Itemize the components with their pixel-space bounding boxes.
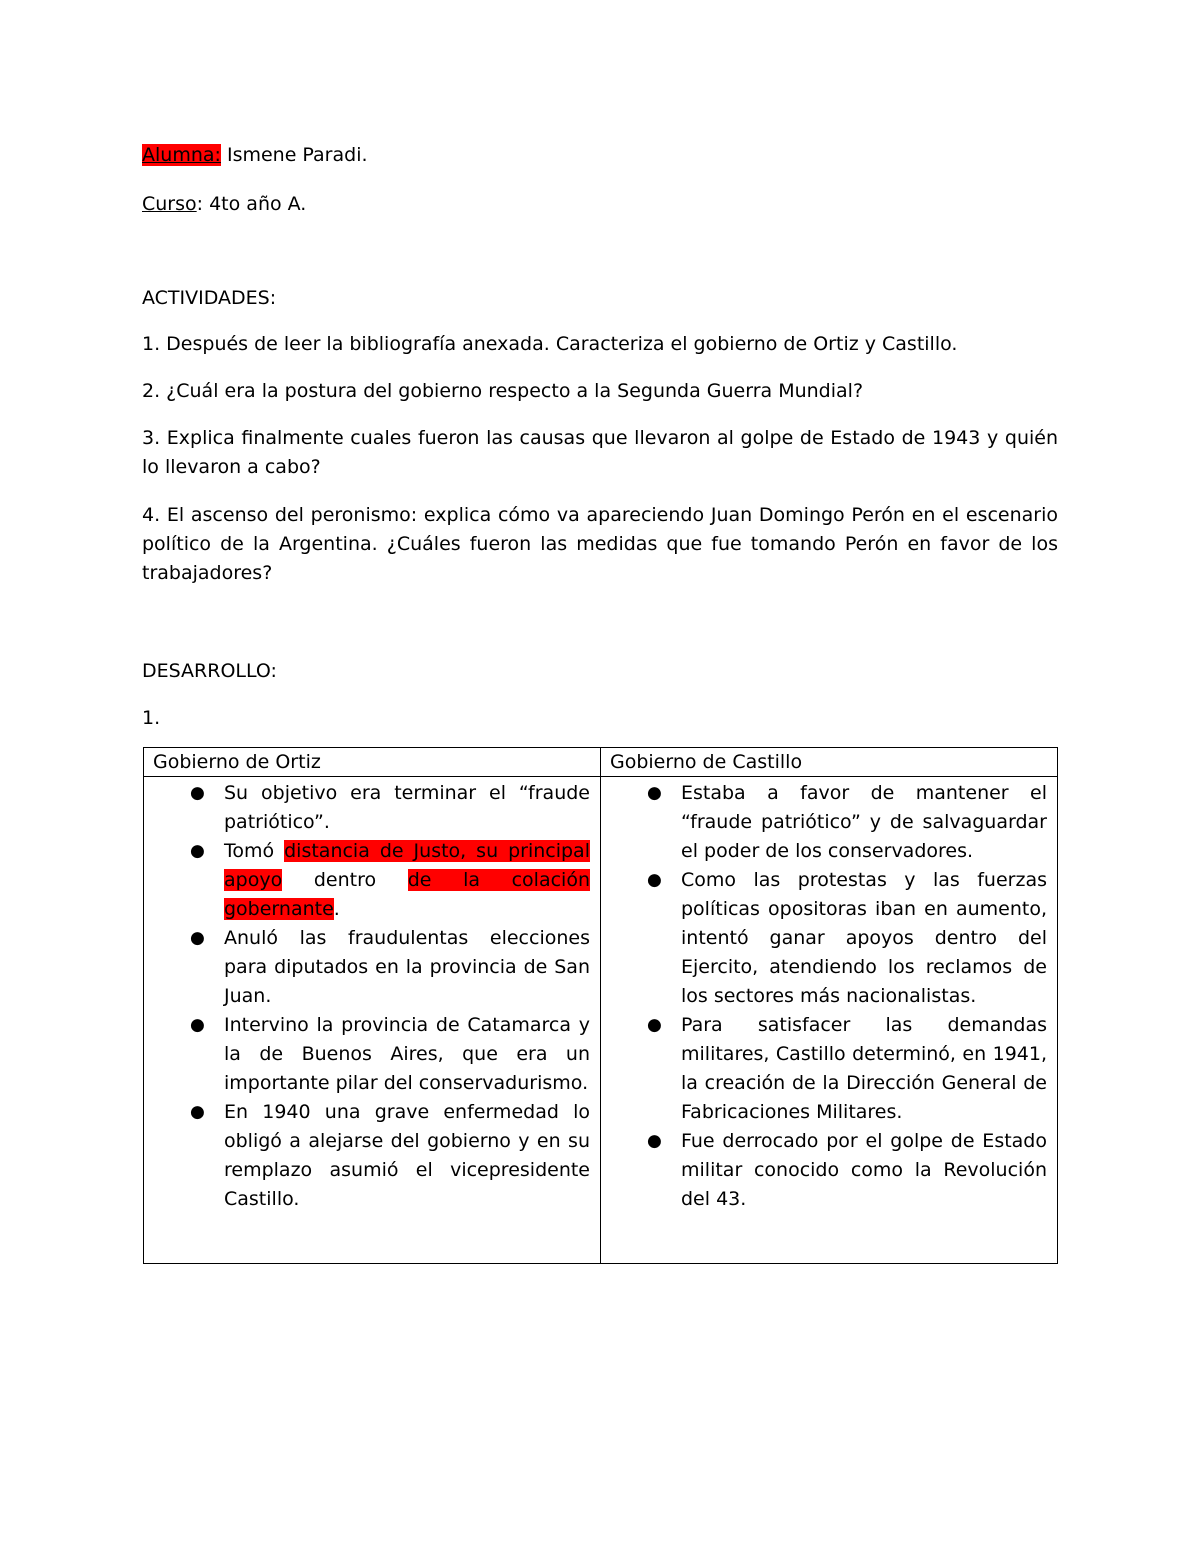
list-item-text-post: . [333, 898, 340, 920]
course-line [142, 191, 306, 217]
list-item [190, 837, 590, 924]
bullet-icon: ● [647, 783, 662, 803]
bullet-icon: ● [647, 870, 662, 890]
activity-item-4: 4. El ascenso del peronismo: explica cómo va apareciendo Juan Domingo Perón en el escenario político de la Argentina. ¿Cuáles fueron las medidas que fue tomando Perón en favor de los trabajadores? [142, 504, 1058, 584]
list-item-text: Anuló las fraudulentas elecciones para diputados en la provincia de San Juan. [224, 927, 590, 1007]
list-item [647, 1127, 1047, 1214]
list-item [647, 779, 1047, 866]
student-label: Alumna: [142, 144, 221, 166]
course-value: : 4to año A. [196, 193, 307, 215]
list-item [647, 1011, 1047, 1127]
development-heading: DESARROLLO: [142, 660, 277, 682]
list-item-text: Como las protestas y las fuerzas políticas opositoras iban en aumento, intentó ganar apoyos dentro del Ejercito, atendiendo los reclamos de los sectores más nacionalistas. [681, 869, 1047, 1007]
activity-item-3: 3. Explica finalmente cuales fueron las causas que llevaron al golpe de Estado de 1943 y quién lo llevaron a cabo? [142, 427, 1058, 478]
bullet-icon: ● [190, 1015, 205, 1035]
table-header-row [144, 748, 1058, 777]
bullet-icon: ● [190, 841, 205, 861]
course-label: Curso [142, 193, 197, 215]
ortiz-cell [144, 777, 601, 1264]
bullet-icon: ● [190, 783, 205, 803]
bullet-icon: ● [190, 1102, 205, 1122]
bullet-icon: ● [190, 928, 205, 948]
comparison-table [143, 747, 1058, 1264]
castillo-cell [601, 777, 1058, 1264]
list-item-text: En 1940 una grave enfermedad lo obligó a alejarse del gobierno y en su remplazo asumió el vicepresidente Castillo. [224, 1101, 590, 1210]
bullet-icon: ● [647, 1131, 662, 1151]
header-ortiz: Gobierno de Ortiz [153, 751, 321, 773]
highlighted-text: de la colación gobernante [224, 869, 590, 920]
castillo-list [601, 777, 1057, 1214]
list-item [647, 866, 1047, 1011]
list-item-text-pre: Tomó [224, 840, 285, 862]
bullet-icon: ● [647, 1015, 662, 1035]
header-castillo: Gobierno de Castillo [610, 751, 803, 773]
ortiz-list [144, 777, 600, 1214]
list-item-text: Intervino la provincia de Catamarca y la de Buenos Aires, que era un importante pilar del conservadurismo. [224, 1014, 590, 1094]
list-item [190, 779, 590, 837]
header-cell-ortiz [144, 748, 601, 777]
activities-heading: ACTIVIDADES: [142, 287, 277, 309]
list-item [190, 1011, 590, 1098]
highlighted-text: distancia de Justo, su principal apoyo [224, 840, 590, 891]
activity-item-2: 2. ¿Cuál era la postura del gobierno respecto a la Segunda Guerra Mundial? [142, 380, 864, 402]
list-item-text: Fue derrocado por el golpe de Estado militar conocido como la Revolución del 43. [681, 1130, 1047, 1210]
list-item-text-mid: dentro [282, 869, 408, 891]
table-body-row [144, 777, 1058, 1264]
list-item [190, 1098, 590, 1214]
header-cell-castillo [601, 748, 1058, 777]
student-line [142, 142, 368, 168]
list-item [190, 924, 590, 1011]
list-item-text: Estaba a favor de mantener el “fraude patriótico” y de salvaguardar el poder de los conservadores. [681, 782, 1047, 862]
development-number: 1. [142, 707, 161, 729]
student-name: Ismene Paradi. [220, 144, 368, 166]
activity-item-1: 1. Después de leer la bibliografía anexada. Caracteriza el gobierno de Ortiz y Castillo. [142, 333, 958, 355]
list-item-text: Para satisfacer las demandas militares, Castillo determinó, en 1941, la creación de la Dirección General de Fabricaciones Militares. [681, 1014, 1047, 1123]
list-item-text: Su objetivo era terminar el “fraude patriótico”. [224, 782, 590, 833]
